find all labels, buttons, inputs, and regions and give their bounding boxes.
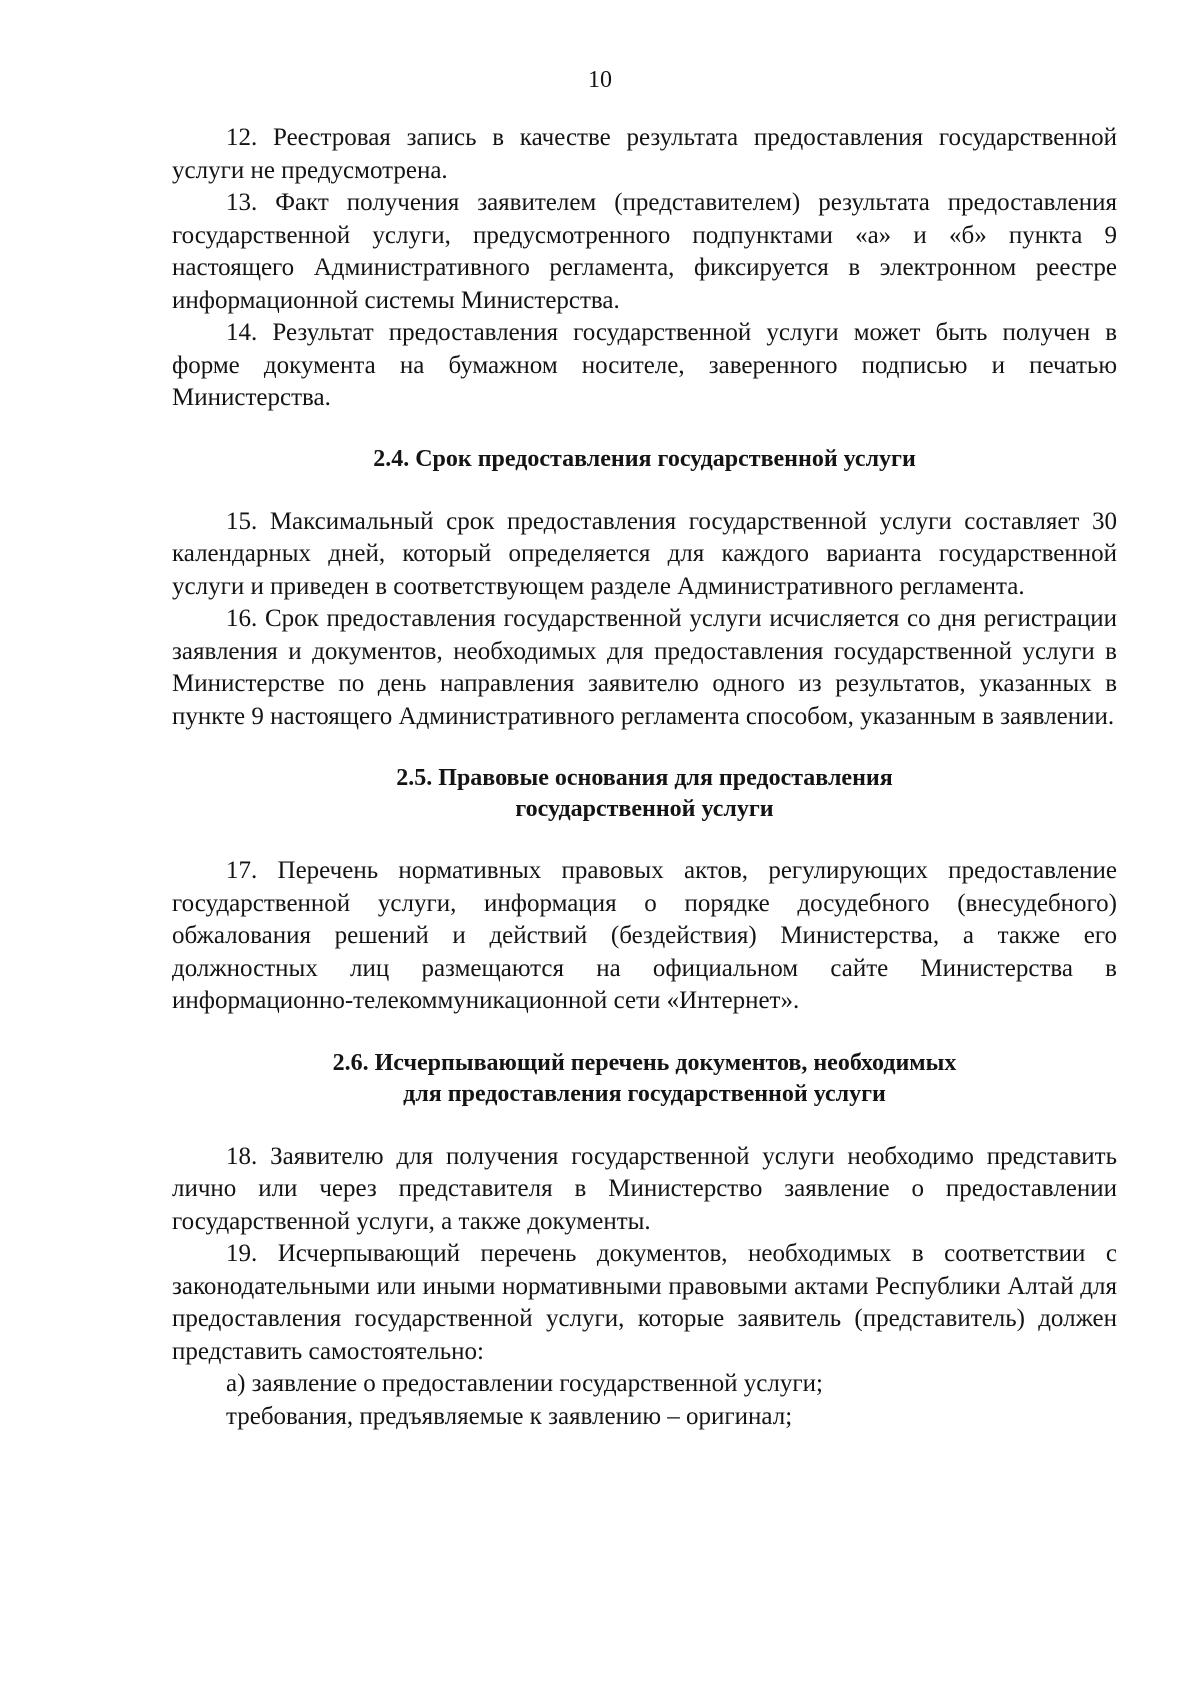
section-heading-2-4-text: 2.4. Срок предоставления государственной услуги [373, 445, 916, 472]
paragraph-16: 16. Срок предоставления государственной услуги исчисляется со дня регистрации заявления и документов, необходимых для предоставления государственной услуги в Министерстве по день направления заявителю одного из результатов, указанных в пункте 9 настоящего Административного регламента способом, указанным в заявлении. [172, 605, 1117, 730]
document-body [172, 122, 1117, 1433]
list-item-a: а) заявление о предоставлении государственной услуги; [226, 1370, 823, 1397]
section-heading-2-5 [172, 763, 1117, 825]
section-heading-2-5-line1: 2.5. Правовые основания для предоставления [396, 765, 893, 791]
page-number: 10 [588, 67, 612, 93]
paragraph-18: 18. Заявителю для получения государственной услуги необходимо представить лично или через представителя в Министерство заявление о предоставлении государственной услуги, а также документы. [172, 1142, 1117, 1235]
section-heading-2-6-line1: 2.6. Исчерпывающий перечень документов, необходимых [332, 1049, 957, 1076]
paragraph-19: 19. Исчерпывающий перечень документов, необходимых в соответствии с законодательными или иными нормативными правовыми актами Республики Алтай для предоставления государственной услуги, которые заявитель (представитель) должен представить самостоятельно: [172, 1240, 1117, 1365]
paragraph-15: 15. Максимальный срок предоставления государственной услуги составляет 30 календарных дней, который определяется для каждого варианта государственной услуги и приведен в соответствующем разделе Административного регламента. [172, 507, 1117, 600]
paragraph-14: 14. Результат предоставления государственной услуги может быть получен в форме документа на бумажном носителе, заверенного подписью и печатью Министерства. [172, 319, 1117, 411]
paragraph-17: 17. Перечень нормативных правовых актов, регулирующих предоставление государственной услуги, информация о порядке досудебного (внесудебного) обжалования решений и действий (бездействия) Министерства, а также его должностных лиц размещаются на официальном сайте Министерства в информационно-телекоммуникационной сети «Интернет». [172, 857, 1117, 1014]
section-heading-2-5-line2: государственной услуги [515, 796, 774, 822]
paragraph-12: 12. Реестровая запись в качестве результата предоставления государственной услуги не предусмотрена. [172, 124, 1117, 184]
list-item-requirements: требования, предъявляемые к заявлению – оригинал; [226, 1402, 793, 1430]
paragraph-13: 13. Факт получения заявителем (представителем) результата предоставления государственной услуги, предусмотренного подпунктами «а» и «б» пункта 9 настоящего Административного регламента, фиксируется в электронном реестре информационной системы Министерства. [172, 189, 1117, 314]
section-heading-2-6 [172, 1048, 1117, 1110]
section-heading-2-6-line2: для предоставления государственной услуги [403, 1080, 886, 1107]
section-heading-2-4 [172, 444, 1117, 475]
